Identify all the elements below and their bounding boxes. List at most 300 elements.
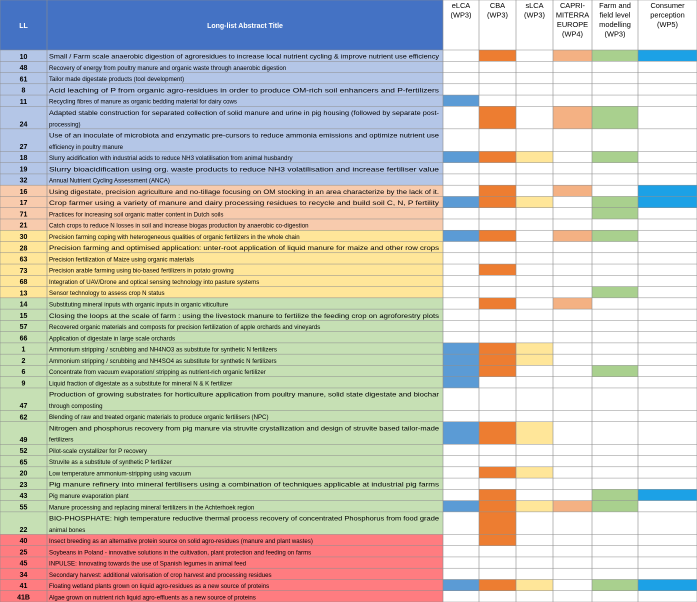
assessment-mark — [516, 151, 553, 162]
ll-number: 1 — [21, 346, 26, 354]
assessment-empty — [638, 591, 697, 602]
title-text: Liquid fraction of digestate as a substitute for mineral N & K fertilizer — [49, 380, 233, 388]
assessment-empty — [553, 208, 592, 219]
title-text: Recycling fibres of manure as organic bedding material for dairy cows — [49, 98, 237, 106]
assessment-empty — [516, 478, 553, 489]
ll-number: 8 — [21, 87, 26, 95]
table-row — [0, 50, 697, 61]
table-row — [0, 163, 697, 174]
assessment-mark — [638, 579, 697, 590]
table-row — [0, 489, 697, 500]
title-text: Recovered organic materials and composts for precision fertilization of apple orchards and vineyards — [49, 324, 321, 332]
title-text: Crop farmer using a variety of manure and dairy processing residues to recycle and build soil C, N, P fertility — [49, 200, 441, 208]
title-text: Use of an inoculate of microbiota and enzymatic pre-cursors to reduce ammonia emissions and optimize nutrient use — [49, 132, 440, 140]
title-text: Acid leaching of P from organic agro-residues in order to produce OM-rich soil enhancers and P-fertilizers — [49, 87, 439, 95]
ll-number: 55 — [19, 504, 28, 512]
ll-number: 66 — [19, 335, 28, 343]
assessment-empty — [553, 422, 592, 445]
assessment-empty — [592, 185, 638, 196]
title-text: Concentrate from vacuum evaporation/ stripping as nutrient-rich organic fertilizer — [49, 369, 266, 377]
assessment-empty — [592, 298, 638, 309]
header-column-label: field level — [599, 10, 631, 20]
assessment-mark — [638, 50, 697, 61]
title-text: Practices for increasing soil organic matter content in Dutch soils — [49, 211, 224, 219]
assessment-empty — [479, 546, 516, 557]
assessment-empty — [516, 287, 553, 298]
assessment-mark — [479, 579, 516, 590]
assessment-mark — [592, 579, 638, 590]
assessment-mark — [443, 422, 479, 445]
assessment-empty — [516, 512, 553, 535]
assessment-mark — [638, 489, 697, 500]
title-text: Secondary harvest: additional valorisation of crop harvest and processing residues — [49, 571, 272, 579]
title-text: Annual Nutrient Cycling Assessment (ANCA) — [49, 177, 170, 185]
table-row — [0, 196, 697, 207]
assessment-empty — [516, 298, 553, 309]
title-text: Soybeans in Poland - innovative solutions in the cultivation, plant protection and feeding on farms — [49, 549, 312, 557]
title-text: Adapted stable construction for separated collection of solid manure and urine in pig housing (followed by separate post- — [49, 109, 439, 117]
title-text: Sensor technology to assess crop N status — [49, 290, 165, 298]
assessment-empty — [592, 512, 638, 535]
assessment-empty — [638, 129, 697, 152]
table-row — [0, 73, 697, 84]
ll-number: 68 — [19, 279, 28, 287]
assessment-empty — [443, 185, 479, 196]
assessment-empty — [479, 84, 516, 95]
assessment-empty — [592, 557, 638, 568]
assessment-empty — [553, 174, 592, 185]
ll-number: 6 — [21, 369, 26, 377]
assessment-empty — [479, 557, 516, 568]
table-row — [0, 219, 697, 230]
title-text: Integration of UAV/Drone and optical sensing technology into pasture systems — [49, 278, 260, 286]
header-column-label: sLCA — [525, 1, 544, 10]
assessment-mark — [516, 354, 553, 365]
assessment-empty — [479, 73, 516, 84]
assessment-mark — [479, 196, 516, 207]
assessment-mark — [479, 343, 516, 354]
title-text: Insect breeding as an alternative protein source on solid agro-residues (manure and plant wastes) — [49, 538, 313, 546]
header-column-label: (WP5) — [657, 20, 678, 29]
table-row — [0, 309, 697, 320]
ll-number: 27 — [19, 143, 28, 151]
assessment-empty — [553, 354, 592, 365]
assessment-mark — [516, 467, 553, 478]
assessment-empty — [516, 73, 553, 84]
assessment-empty — [479, 242, 516, 253]
assessment-mark — [479, 489, 516, 500]
assessment-empty — [553, 253, 592, 264]
assessment-empty — [443, 410, 479, 421]
assessment-empty — [443, 557, 479, 568]
table-row — [0, 501, 697, 512]
assessment-empty — [479, 568, 516, 579]
ll-number: 22 — [19, 526, 28, 534]
assessment-empty — [516, 174, 553, 185]
assessment-empty — [479, 591, 516, 602]
table-header — [0, 0, 697, 50]
assessment-empty — [592, 174, 638, 185]
assessment-empty — [443, 50, 479, 61]
assessment-empty — [479, 309, 516, 320]
assessment-empty — [592, 332, 638, 343]
ll-number: 23 — [19, 481, 28, 489]
assessment-empty — [516, 84, 553, 95]
assessment-empty — [516, 320, 553, 331]
assessment-empty — [479, 410, 516, 421]
assessment-empty — [479, 287, 516, 298]
assessment-empty — [443, 287, 479, 298]
ll-number: 16 — [19, 188, 28, 196]
table-row — [0, 422, 697, 445]
title-text: Pilot-scale crystallizer for P recovery — [49, 447, 148, 455]
assessment-empty — [516, 163, 553, 174]
title-text: Blending of raw and treated organic materials to produce organic fertilisers (NPC) — [49, 414, 269, 422]
assessment-empty — [553, 444, 592, 455]
assessment-empty — [638, 242, 697, 253]
table-row — [0, 151, 697, 162]
title-text: Manure processing and replacing mineral fertilizers in the Achterhoek region — [49, 504, 255, 512]
assessment-mark — [592, 208, 638, 219]
title-text: Pig manure evaporation plant — [49, 493, 129, 501]
assessment-empty — [638, 467, 697, 478]
assessment-empty — [516, 489, 553, 500]
title-text: efficiency in poultry manure — [49, 143, 124, 151]
table-row — [0, 106, 697, 129]
assessment-empty — [516, 546, 553, 557]
header-column-label: (WP3) — [604, 29, 626, 39]
assessment-empty — [443, 275, 479, 286]
assessment-empty — [553, 275, 592, 286]
assessment-mark — [479, 501, 516, 512]
assessment-mark — [443, 377, 479, 388]
title-text: Ammonium stripping / scrubbing and NH4NO3 as substitute for synthetic N fertilizers — [49, 346, 277, 354]
assessment-empty — [516, 444, 553, 455]
assessment-empty — [479, 456, 516, 467]
table-row — [0, 365, 697, 376]
assessment-mark — [638, 185, 697, 196]
assessment-empty — [592, 129, 638, 152]
table-row — [0, 444, 697, 455]
table-row — [0, 242, 697, 253]
title-text: Nitrogen and phosphorus recovery from pig manure via struvite crystallization and design of struvite based tailor-made — [49, 425, 440, 433]
ll-number: 61 — [19, 76, 28, 84]
table-row — [0, 185, 697, 196]
assessment-empty — [638, 546, 697, 557]
assessment-empty — [592, 354, 638, 365]
assessment-empty — [592, 95, 638, 106]
assessment-empty — [443, 84, 479, 95]
assessment-empty — [443, 264, 479, 275]
assessment-empty — [592, 73, 638, 84]
assessment-mark — [479, 534, 516, 545]
assessment-empty — [553, 557, 592, 568]
assessment-empty — [638, 106, 697, 129]
assessment-empty — [553, 343, 592, 354]
assessment-mark — [592, 106, 638, 129]
title-text: Recovery of energy from poultry manure and organic waste through anaerobic digestion — [49, 64, 287, 72]
assessment-empty — [592, 534, 638, 545]
assessment-mark — [479, 106, 516, 129]
assessment-empty — [443, 163, 479, 174]
ll-number: 47 — [19, 402, 28, 410]
assessment-empty — [516, 332, 553, 343]
table-row — [0, 287, 697, 298]
assessment-empty — [638, 275, 697, 286]
assessment-empty — [516, 557, 553, 568]
assessment-empty — [516, 61, 553, 72]
assessment-empty — [443, 253, 479, 264]
assessment-empty — [443, 174, 479, 185]
assessment-mark — [638, 196, 697, 207]
assessment-mark — [479, 365, 516, 376]
assessment-empty — [592, 163, 638, 174]
assessment-mark — [479, 298, 516, 309]
assessment-empty — [516, 275, 553, 286]
assessment-empty — [553, 320, 592, 331]
assessment-mark — [443, 579, 479, 590]
assessment-mark — [479, 151, 516, 162]
assessment-empty — [443, 568, 479, 579]
table-row — [0, 253, 697, 264]
assessment-empty — [553, 467, 592, 478]
assessment-empty — [516, 591, 553, 602]
assessment-empty — [479, 388, 516, 411]
assessment-empty — [638, 410, 697, 421]
assessment-mark — [553, 106, 592, 129]
ll-number: 62 — [19, 414, 28, 422]
ll-number: 32 — [19, 177, 28, 185]
assessment-empty — [516, 95, 553, 106]
table-row — [0, 343, 697, 354]
assessment-empty — [592, 591, 638, 602]
assessment-mark — [516, 579, 553, 590]
assessment-empty — [443, 106, 479, 129]
table-row — [0, 84, 697, 95]
ll-number: 19 — [19, 166, 28, 174]
title-text: Catch crops to reduce N losses in soil and increase biogas production by anaerobic co-digestion — [49, 222, 309, 230]
title-text: INPULSE: Innovating towards the use of Spanish legumes in animal feed — [49, 560, 247, 568]
assessment-empty — [516, 309, 553, 320]
assessment-empty — [592, 478, 638, 489]
assessment-empty — [443, 546, 479, 557]
table-row — [0, 388, 697, 411]
title-text: Using digestate, precision agriculture and no-tillage focusing on OM stocking in an area characterize by the lack of it. — [49, 188, 440, 196]
assessment-empty — [638, 174, 697, 185]
header-column-label: MITERRA — [555, 10, 590, 20]
title-text: Precision fertilization of Maize using organic materials — [49, 256, 194, 264]
assessment-empty — [443, 309, 479, 320]
assessment-empty — [592, 377, 638, 388]
assessment-empty — [553, 534, 592, 545]
assessment-mark — [443, 151, 479, 162]
assessment-empty — [553, 591, 592, 602]
title-text: Low temperature ammonium-stripping using vacuum — [49, 470, 191, 478]
assessment-mark — [553, 50, 592, 61]
title-text: Application of digestate in large scale orchards — [49, 335, 176, 343]
assessment-empty — [553, 489, 592, 500]
assessment-empty — [516, 242, 553, 253]
assessment-empty — [443, 298, 479, 309]
table-row — [0, 546, 697, 557]
assessment-empty — [443, 332, 479, 343]
assessment-empty — [638, 219, 697, 230]
assessment-mark — [553, 501, 592, 512]
assessment-empty — [443, 591, 479, 602]
header-column-label: EUROPE — [556, 20, 589, 29]
assessment-empty — [443, 61, 479, 72]
table-row — [0, 534, 697, 545]
assessment-empty — [638, 343, 697, 354]
assessment-empty — [592, 546, 638, 557]
assessment-empty — [553, 579, 592, 590]
assessment-mark — [443, 354, 479, 365]
assessment-empty — [443, 242, 479, 253]
table-row — [0, 456, 697, 467]
assessment-mark — [479, 230, 516, 241]
ll-number: 41B — [17, 594, 30, 602]
header-column-label: (WP3) — [524, 10, 545, 20]
assessment-empty — [638, 332, 697, 343]
ll-number: 17 — [19, 200, 28, 208]
ll-number: 11 — [19, 98, 28, 106]
assessment-empty — [443, 467, 479, 478]
assessment-empty — [592, 309, 638, 320]
table-row — [0, 377, 697, 388]
header-column-label: CAPRI- — [559, 1, 586, 10]
assessment-empty — [638, 253, 697, 264]
assessment-empty — [553, 219, 592, 230]
title-text: Tailor made digestate products (tool development) — [49, 76, 185, 84]
assessment-empty — [638, 568, 697, 579]
assessment-empty — [638, 444, 697, 455]
ll-number: 71 — [19, 211, 28, 219]
ll-number: 34 — [19, 571, 28, 579]
assessment-empty — [516, 219, 553, 230]
assessment-empty — [553, 95, 592, 106]
assessment-empty — [516, 377, 553, 388]
table-row — [0, 95, 697, 106]
assessment-mark — [479, 264, 516, 275]
assessment-empty — [592, 275, 638, 286]
assessment-mark — [553, 185, 592, 196]
assessment-empty — [553, 242, 592, 253]
ll-number: 52 — [19, 448, 28, 456]
ll-number: 9 — [21, 380, 26, 388]
assessment-empty — [443, 129, 479, 152]
assessment-mark — [516, 422, 553, 445]
assessment-mark — [443, 230, 479, 241]
assessment-mark — [516, 343, 553, 354]
assessment-empty — [479, 253, 516, 264]
ll-number: 25 — [19, 549, 28, 557]
ll-number: 18 — [19, 155, 28, 163]
title-text: Slurry bioacidification using org. waste products to reduce NH3 volatilisation and increase fertiliser value — [49, 166, 440, 174]
assessment-empty — [553, 512, 592, 535]
assessment-empty — [479, 174, 516, 185]
assessment-mark — [553, 230, 592, 241]
assessment-empty — [516, 106, 553, 129]
assessment-empty — [592, 219, 638, 230]
assessment-mark — [479, 185, 516, 196]
header-column-label: Consumer — [650, 1, 685, 10]
assessment-empty — [638, 422, 697, 445]
assessment-empty — [638, 557, 697, 568]
assessment-mark — [443, 501, 479, 512]
assessment-mark — [479, 50, 516, 61]
assessment-empty — [553, 73, 592, 84]
assessment-empty — [443, 73, 479, 84]
assessment-empty — [479, 219, 516, 230]
title-text: processing) — [49, 121, 81, 129]
assessment-empty — [553, 377, 592, 388]
assessment-empty — [516, 365, 553, 376]
assessment-mark — [592, 196, 638, 207]
assessment-mark — [592, 50, 638, 61]
assessment-empty — [553, 546, 592, 557]
table-row — [0, 410, 697, 421]
assessment-empty — [479, 444, 516, 455]
assessment-empty — [638, 84, 697, 95]
assessment-empty — [592, 422, 638, 445]
header-column-label: (WP4) — [562, 29, 583, 39]
assessment-empty — [553, 478, 592, 489]
assessment-empty — [592, 264, 638, 275]
assessment-empty — [443, 444, 479, 455]
assessment-empty — [638, 287, 697, 298]
title-text: Floating wetland plants grown on liquid agro-residues as a new source of proteins — [49, 583, 270, 591]
assessment-mark — [516, 501, 553, 512]
ll-number: 21 — [19, 222, 28, 230]
assessment-empty — [516, 410, 553, 421]
assessment-empty — [638, 388, 697, 411]
assessment-empty — [553, 151, 592, 162]
ll-number: 14 — [19, 301, 28, 309]
assessment-empty — [516, 264, 553, 275]
header-ll-label: LL — [19, 23, 28, 30]
header-column-label: (WP3) — [450, 10, 472, 20]
header-column-label: CBA — [489, 1, 506, 10]
table-row — [0, 174, 697, 185]
ll-number: 63 — [19, 256, 28, 264]
table-row — [0, 61, 697, 72]
assessment-empty — [553, 196, 592, 207]
assessment-empty — [553, 365, 592, 376]
table-row — [0, 478, 697, 489]
assessment-empty — [479, 95, 516, 106]
assessment-empty — [638, 456, 697, 467]
table-row — [0, 208, 697, 219]
assessment-empty — [638, 73, 697, 84]
assessment-empty — [638, 512, 697, 535]
assessment-empty — [592, 320, 638, 331]
title-text: Pig manure refinery into mineral fertilisers using a combination of techniques applicable at industrial pig farms — [49, 481, 439, 489]
assessment-mark — [479, 422, 516, 445]
assessment-mark — [592, 365, 638, 376]
assessment-empty — [638, 163, 697, 174]
assessment-empty — [553, 61, 592, 72]
header-column-label: eLCA — [451, 1, 471, 10]
table-row — [0, 557, 697, 568]
assessment-mark — [479, 512, 516, 535]
assessment-empty — [553, 568, 592, 579]
assessment-mark — [516, 196, 553, 207]
assessment-empty — [638, 478, 697, 489]
assessment-empty — [592, 467, 638, 478]
assessment-empty — [553, 129, 592, 152]
title-text: fertilizers — [49, 436, 74, 444]
table-row — [0, 320, 697, 331]
